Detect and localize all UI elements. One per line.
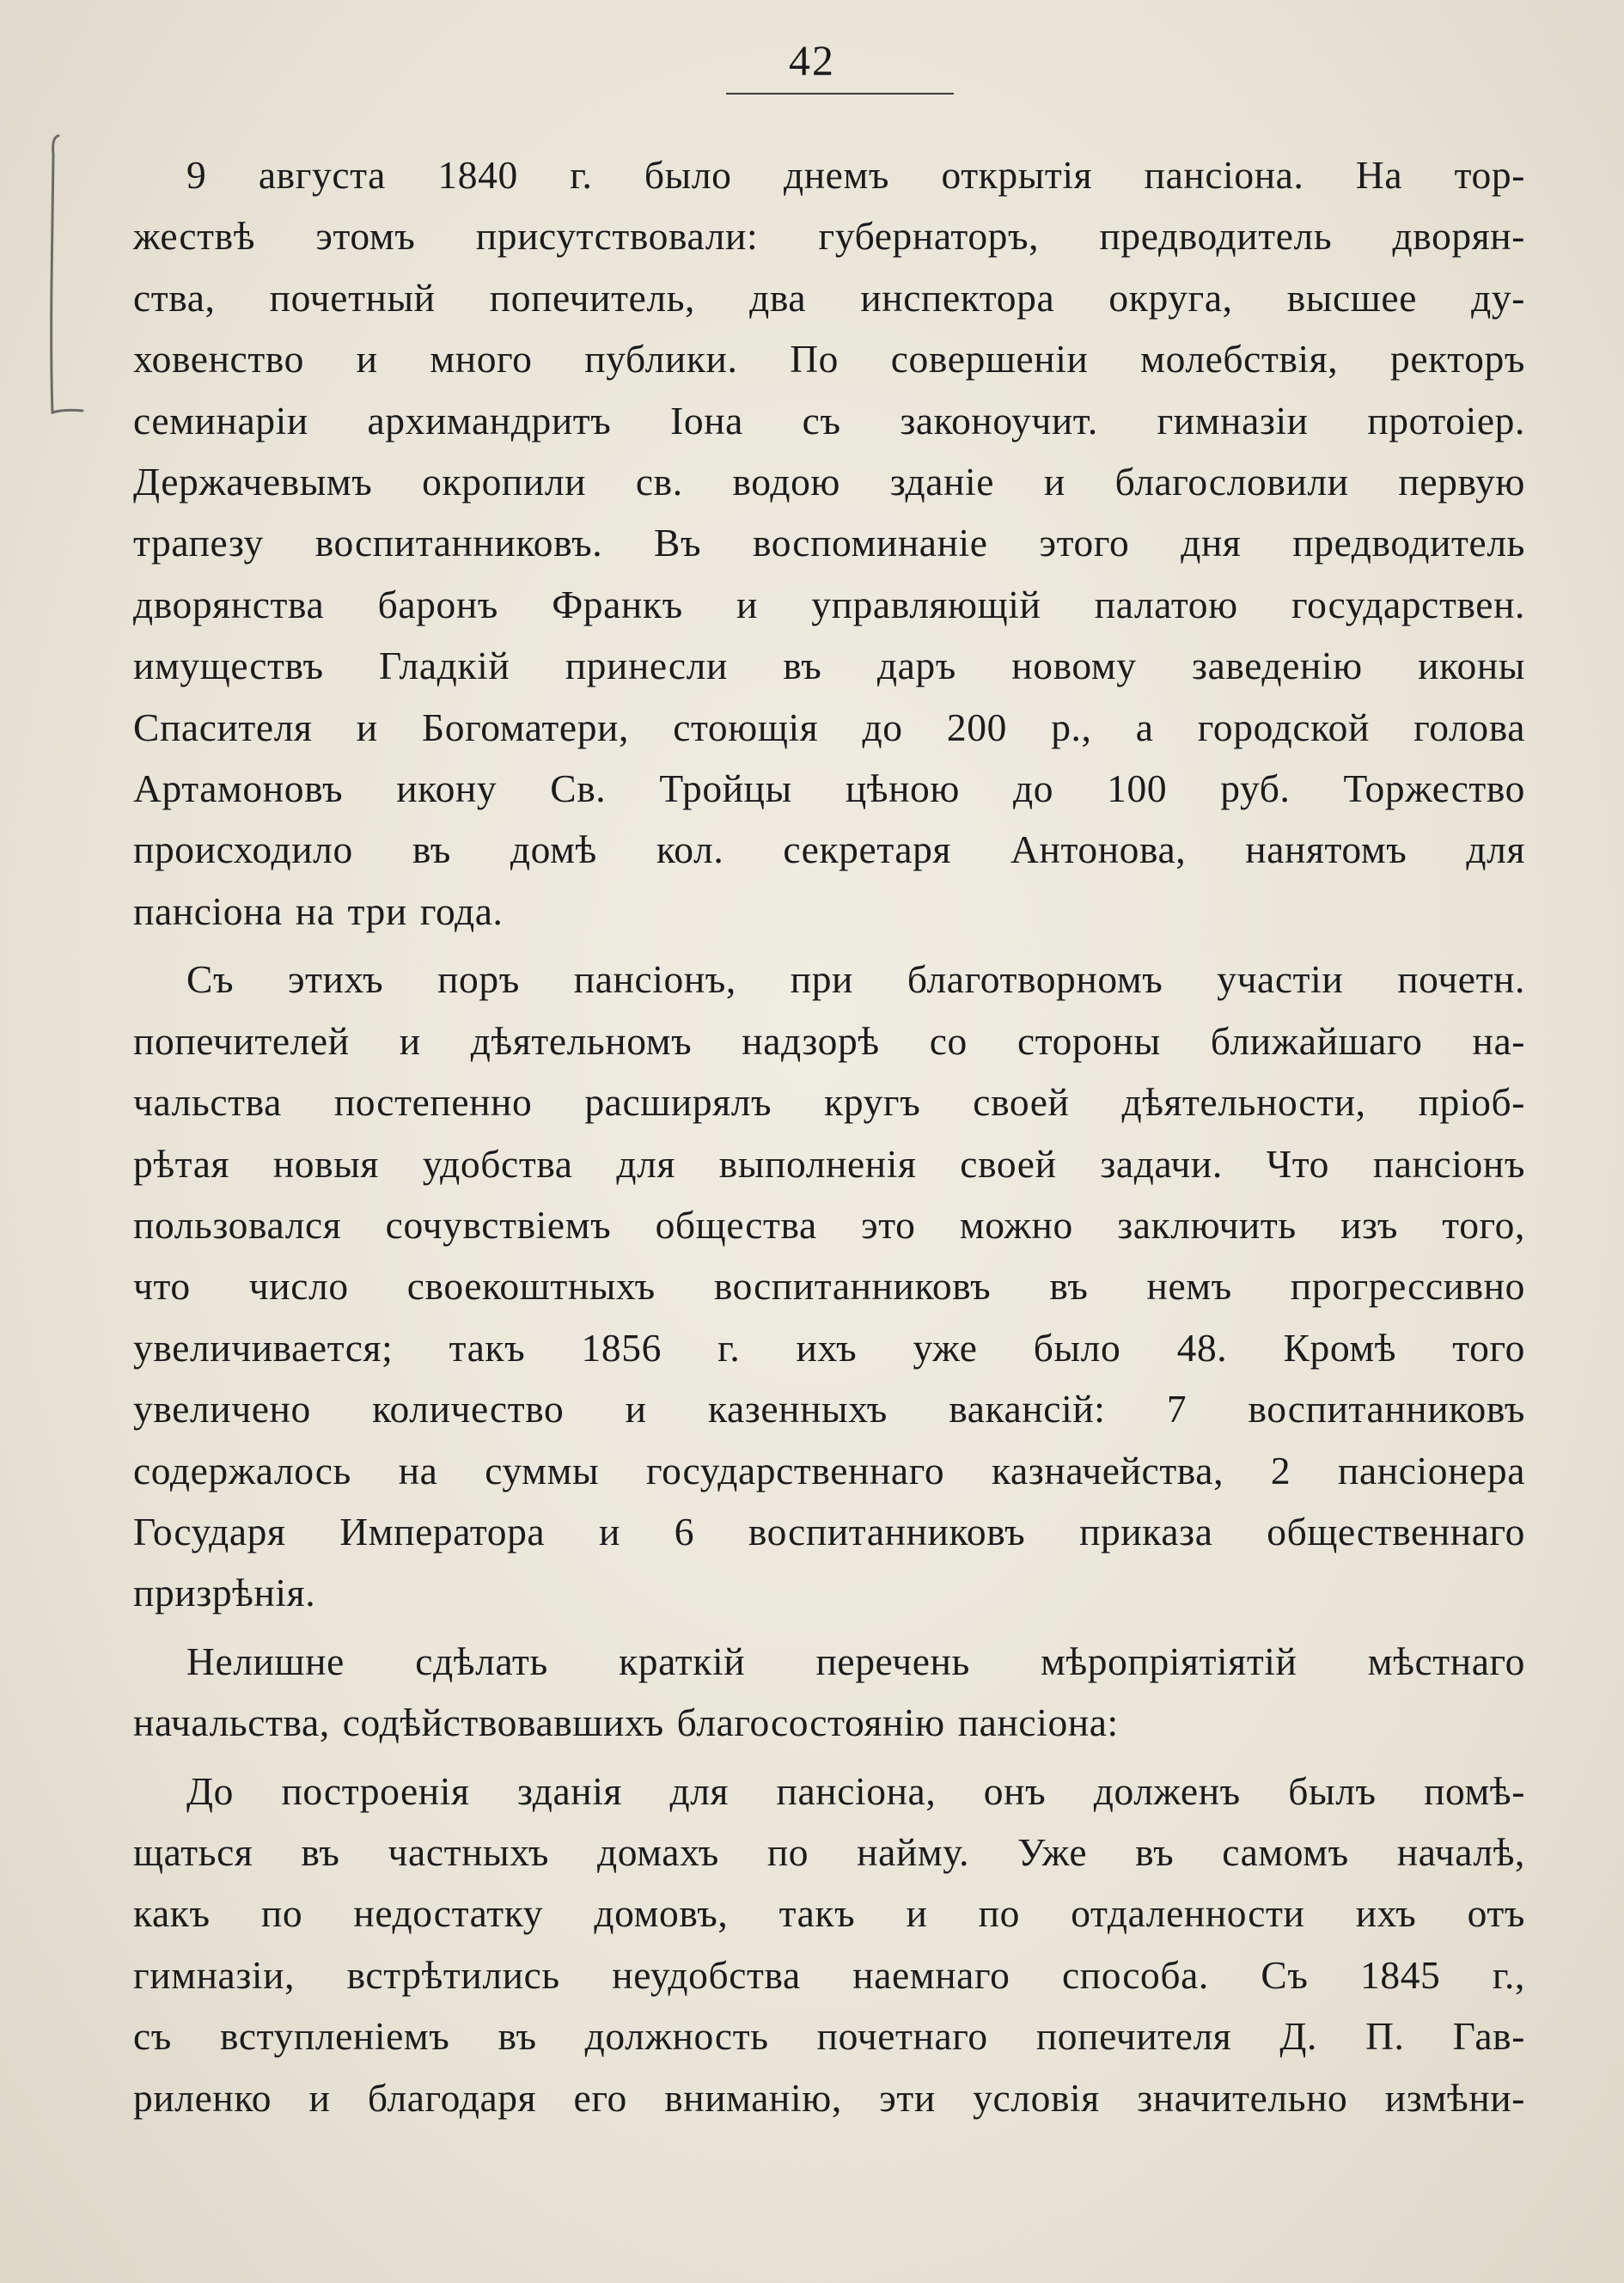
text-line: Съ этихъ поръ пансіонъ, при благотворномъ участіи почетн. [186, 957, 1525, 1002]
text-line: рѣтая новыя удобства для выполненія своей задачи. Что пансіонъ [133, 1141, 1525, 1186]
text-line: щаться въ частныхъ домахъ по найму. Уже въ самомъ началѣ, [133, 1829, 1525, 1874]
text-line: какъ по недостатку домовъ, такъ и по отдаленности ихъ отъ [133, 1891, 1525, 1936]
text-line: Государя Императора и 6 воспитанниковъ приказа общественнаго [133, 1509, 1525, 1554]
text-line: До построенія зданія для пансіона, онъ долженъ былъ помѣ- [186, 1768, 1525, 1813]
text-line: трапезу воспитанниковъ. Въ воспоминаніе этого дня предводитель [133, 521, 1525, 565]
text-line: дворянства баронъ Франкъ и управляющій палатою государствен. [133, 582, 1525, 626]
body-text [133, 144, 1525, 2128]
text-line: увеличено количество и казенныхъ вакансій: 7 воспитанниковъ [133, 1387, 1525, 1431]
page-number: 42 [789, 36, 835, 84]
text-line: семинаріи архимандритъ Іона съ законоучит. гимназіи протоіер. [133, 398, 1525, 443]
paragraph-3 [133, 1631, 1525, 1754]
text-line: начальства, содѣйствовавшихъ благосостоянію пансіона: [133, 1700, 1119, 1745]
text-line: увеличивается; такъ 1856 г. ихъ уже было 48. Кромѣ того [133, 1325, 1525, 1370]
text-line: чальства постепенно расширялъ кругъ своей дѣятельности, пріоб- [133, 1080, 1525, 1125]
text-line: пользовался сочувствіемъ общества это можно заключить изъ того, [133, 1202, 1525, 1247]
text-line: Спасителя и Богоматери, стоющія до 200 р., а городской голова [133, 705, 1525, 749]
text-line: Держачевымъ окропили св. водою зданіе и благословили первую [133, 460, 1525, 504]
text-line: гимназіи, встрѣтились неудобства наемнаго способа. Съ 1845 г., [133, 1952, 1525, 1997]
text-line: имуществъ Гладкій принесли въ даръ новому заведенію иконы [133, 644, 1525, 688]
text-line: съ вступленіемъ въ должность почетнаго попечителя Д. П. Гав- [133, 2014, 1525, 2059]
text-line: жествѣ этомъ присутствовали: губернаторъ, предводитель дворян- [133, 214, 1525, 259]
text-line: Нелишне сдѣлать краткій перечень мѣропріятіятій мѣстнаго [186, 1639, 1525, 1683]
text-line: риленко и благодаря его вниманію, эти условія значительно измѣни- [133, 2075, 1525, 2120]
text-line: призрѣнія. [133, 1571, 316, 1615]
text-line: Артамоновъ икону Св. Тройцы цѣною до 100 руб. Торжество [133, 766, 1525, 811]
text-line: что число своекоштныхъ воспитанниковъ въ немъ прогрессивно [133, 1264, 1525, 1309]
margin-pencil-bracket [26, 129, 86, 430]
text-line: содержалось на суммы государственнаго казначейства, 2 пансіонера [133, 1448, 1525, 1492]
text-line: 9 августа 1840 г. было днемъ открытія пансіона. На тор- [186, 153, 1525, 197]
paragraph-4 [133, 1761, 1525, 2128]
text-line: ховенство и много публики. По совершеніи молебствія, ректоръ [133, 337, 1525, 382]
text-line: ства, почетный попечитель, два инспектора округа, высшее ду- [133, 275, 1525, 320]
text-line: происходило въ домѣ кол. секретаря Антонова, нанятомъ для [133, 827, 1525, 872]
paragraph-2 [133, 949, 1525, 1623]
text-line: попечителей и дѣятельномъ надзорѣ со стороны ближайшаго на- [133, 1018, 1525, 1063]
paragraph-1 [133, 144, 1525, 942]
text-line: пансіона на три года. [133, 888, 504, 933]
header-rule [726, 93, 954, 95]
